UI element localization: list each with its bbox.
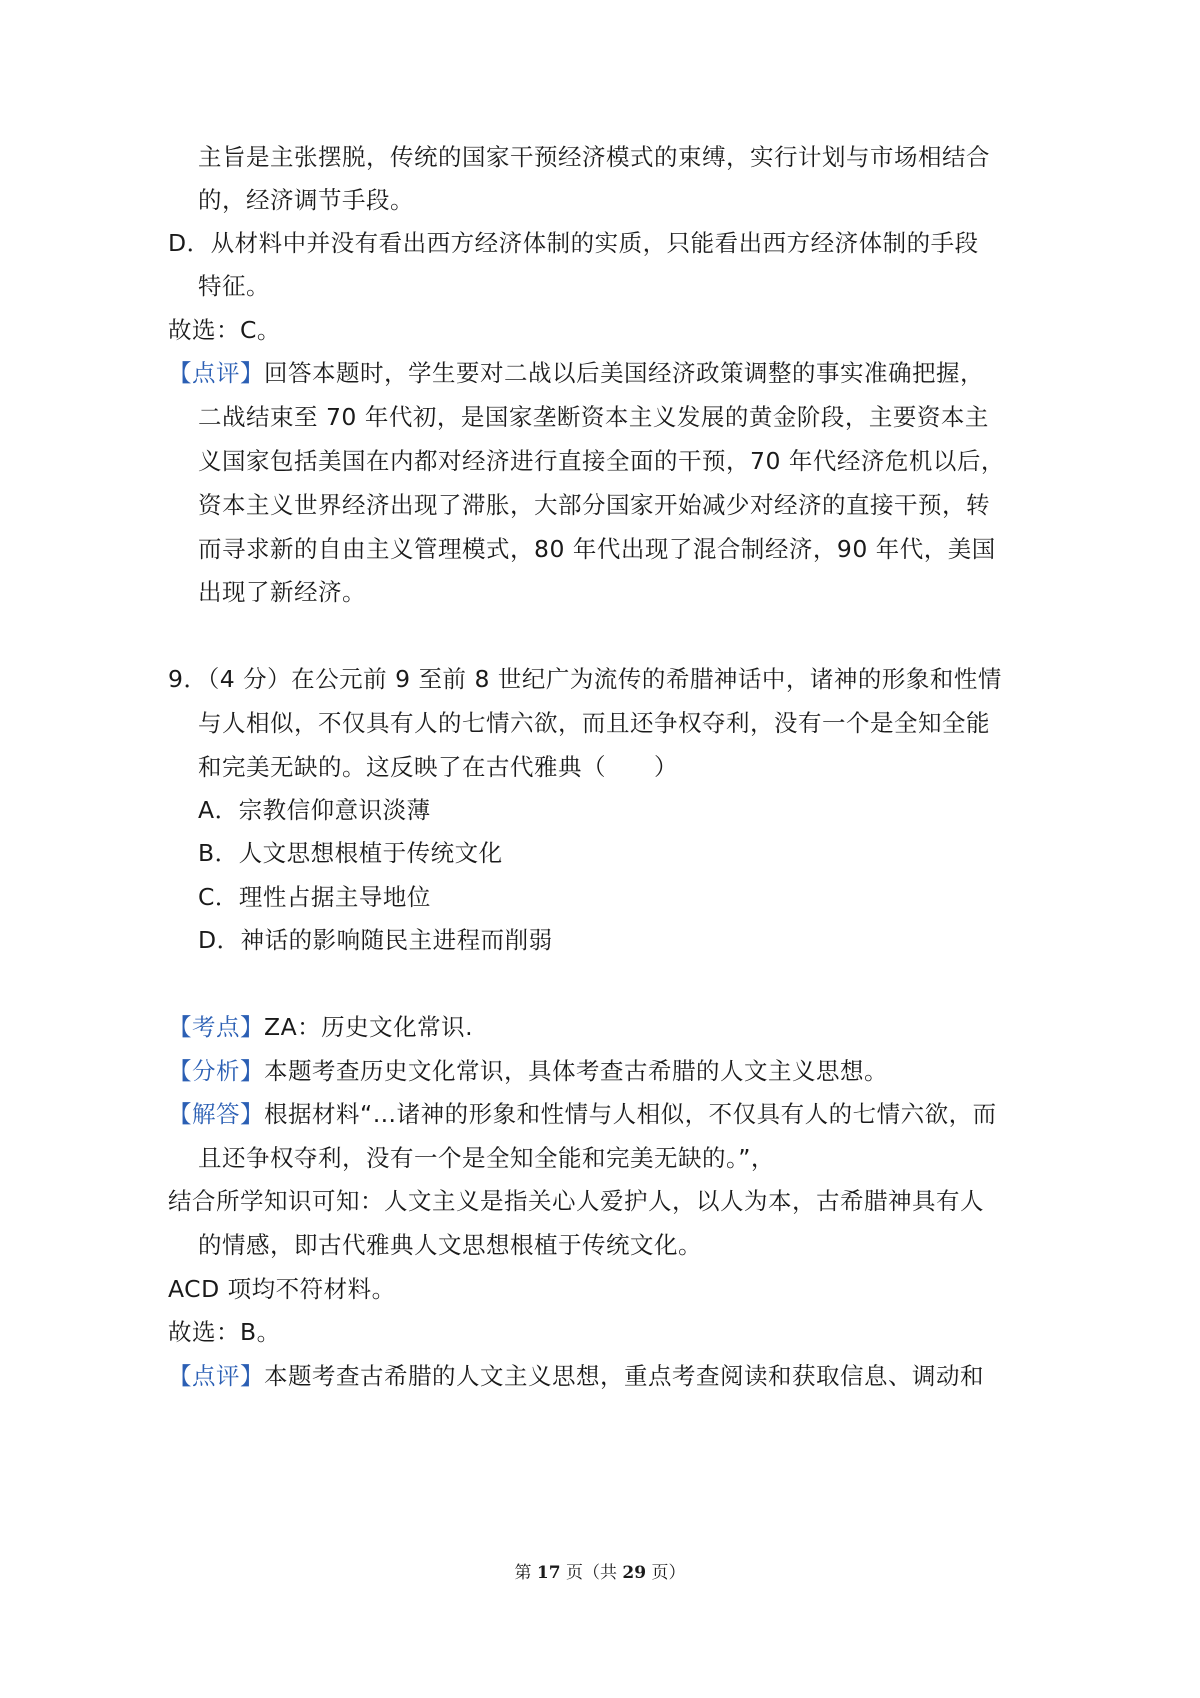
total-pages: 29 — [622, 1563, 647, 1583]
prev-review-line-4: 资本主义世界经济出现了滞胀，大部分国家开始减少对经济的直接干预，转 — [198, 491, 990, 519]
acd-note: ACD 项均不符材料。 — [168, 1275, 396, 1303]
prev-answer: 故选：C。 — [168, 316, 281, 344]
prev-review-line-1 — [0, 358, 1200, 388]
question-stem-line-2: 与人相似，不仅具有人的七情六欲，而且还争权夺利，没有一个是全知全能 — [198, 709, 990, 737]
prev-review-line-3: 义国家包括美国在内都对经济进行直接全面的干预，70 年代经济危机以后， — [198, 447, 1005, 475]
prev-option-d-line-1: D．从材料中并没有看出西方经济体制的实质，只能看出西方经济体制的手段 — [168, 229, 979, 257]
prev-review-line-5: 而寻求新的自由主义管理模式，80 年代出现了混合制经济，90 年代，美国 — [198, 535, 996, 563]
conclusion-line-2: 的情感，即古代雅典人文思想根植于传统文化。 — [198, 1231, 702, 1259]
kaodian-line — [0, 1012, 1200, 1042]
review-tag-2: 【点评】 — [168, 1362, 264, 1390]
prev-option-c-line-1: 主旨是主张摆脱，传统的国家干预经济模式的束缚，实行计划与市场相结合 — [198, 143, 990, 171]
prev-review-line-2: 二战结束至 70 年代初，是国家垄断资本主义发展的黄金阶段，主要资本主 — [198, 403, 989, 431]
jieda-text: 根据材料“…诸神的形象和性情与人相似，不仅具有人的七情六欲，而 — [264, 1100, 997, 1128]
footer-suffix: 页） — [651, 1563, 686, 1583]
page-number: 17 — [536, 1563, 561, 1583]
review-line — [0, 1361, 1200, 1391]
jieda-line-1 — [0, 1099, 1200, 1129]
option-b: B．人文思想根植于传统文化 — [198, 839, 503, 867]
option-d: D．神话的影响随民主进程而削弱 — [198, 926, 553, 954]
fenxi-tag: 【分析】 — [168, 1057, 264, 1085]
answer: 故选：B。 — [168, 1318, 281, 1346]
question-stem-line-1: 9．（4 分）在公元前 9 至前 8 世纪广为流传的希腊神话中，诸神的形象和性情 — [168, 665, 1002, 693]
prev-review-line-6: 出现了新经济。 — [198, 578, 366, 606]
kaodian-text: ZA：历史文化常识. — [264, 1013, 474, 1041]
page-footer — [0, 1558, 1200, 1583]
conclusion-line-1: 结合所学知识可知：人文主义是指关心人爱护人，以人为本，古希腊神具有人 — [168, 1187, 984, 1215]
fenxi-text: 本题考查历史文化常识，具体考查古希腊的人文主义思想。 — [264, 1057, 888, 1085]
review-tag: 【点评】 — [168, 359, 264, 387]
fenxi-line — [0, 1056, 1200, 1086]
review-text-2: 本题考查古希腊的人文主义思想，重点考查阅读和获取信息、调动和 — [264, 1362, 984, 1390]
footer-middle: 页（共 — [566, 1563, 617, 1583]
kaodian-tag: 【考点】 — [168, 1013, 264, 1041]
prev-option-c-line-2: 的，经济调节手段。 — [198, 186, 414, 214]
question-stem-line-3: 和完美无缺的。这反映了在古代雅典（ ） — [198, 753, 678, 781]
option-c: C．理性占据主导地位 — [198, 883, 431, 911]
jieda-line-2: 且还争权夺利，没有一个是全知全能和完美无缺的。”， — [198, 1144, 775, 1172]
jieda-tag: 【解答】 — [168, 1100, 264, 1128]
option-a: A．宗教信仰意识淡薄 — [198, 796, 431, 824]
footer-prefix: 第 — [514, 1563, 532, 1583]
review-text: 回答本题时，学生要对二战以后美国经济政策调整的事实准确把握， — [264, 359, 984, 387]
prev-option-d-line-2: 特征。 — [198, 272, 270, 300]
